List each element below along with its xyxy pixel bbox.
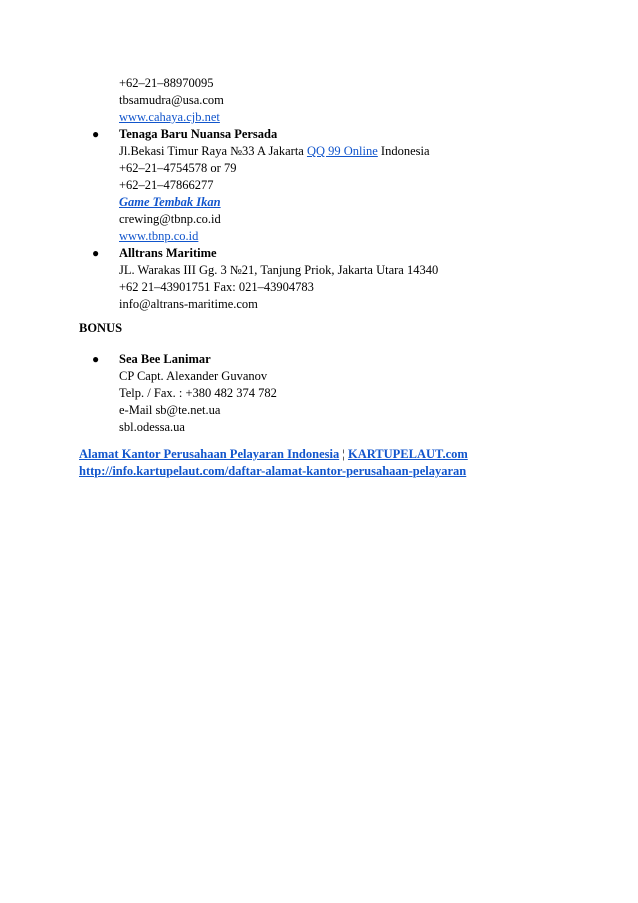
company-website-seabee: sbl.odessa.ua bbox=[119, 420, 185, 434]
bonus-heading: BONUS bbox=[79, 321, 123, 335]
prev-entry-website-text[interactable]: www.cahaya.cjb.net bbox=[119, 110, 220, 124]
footer-separator: ¦ bbox=[339, 447, 348, 461]
address-prefix: Jl.Bekasi Timur Raya №33 A Jakarta bbox=[119, 144, 307, 158]
footer-site-link[interactable]: KARTUPELAUT.com bbox=[347, 447, 468, 461]
company-address-tbnp bbox=[119, 143, 430, 159]
prev-entry-website-link[interactable] bbox=[119, 109, 220, 125]
prev-entry-phone: +62–21–88970095 bbox=[119, 76, 214, 90]
company-phone-seabee: Telp. / Fax. : +380 482 374 782 bbox=[119, 386, 277, 400]
company-contact-seabee: CP Capt. Alexander Guvanov bbox=[119, 369, 268, 383]
company-name-seabee: Sea Bee Lanimar bbox=[119, 352, 211, 366]
company-phone1-tbnp: +62–21–4754578 or 79 bbox=[119, 161, 237, 175]
footer-url-line[interactable] bbox=[79, 463, 466, 479]
company-website-tbnp-line[interactable] bbox=[119, 228, 198, 244]
footer-url-link[interactable]: http://info.kartupelaut.com/daftar-alamat-kantor-perusahaan-pelayaran bbox=[79, 464, 467, 478]
company-name-alltrans: Alltrans Maritime bbox=[119, 246, 217, 260]
address-inline-link[interactable]: QQ 99 Online bbox=[306, 144, 378, 158]
company-email-alltrans: info@altrans-maritime.com bbox=[119, 297, 258, 311]
promo-link-line[interactable] bbox=[119, 194, 221, 210]
footer-title-line bbox=[79, 446, 468, 462]
company-address-alltrans: JL. Warakas III Gg. 3 №21, Tanjung Priok, Jakarta Utara 14340 bbox=[119, 263, 439, 277]
company-email-seabee: e-Mail sb@te.net.ua bbox=[119, 403, 221, 417]
footer-title-link[interactable]: Alamat Kantor Perusahaan Pelayaran Indonesia bbox=[79, 447, 340, 461]
company-phone2-tbnp: +62–21–47866277 bbox=[119, 178, 214, 192]
address-suffix: Indonesia bbox=[377, 144, 430, 158]
bullet-dot-icon: ● bbox=[92, 127, 100, 141]
company-name-tbnp: Tenaga Baru Nuansa Persada bbox=[119, 127, 278, 141]
bullet-dot-icon: ● bbox=[92, 246, 100, 260]
bullet-dot-icon: ● bbox=[92, 352, 100, 366]
promo-link[interactable]: Game Tembak Ikan bbox=[119, 195, 221, 209]
prev-entry-email: tbsamudra@usa.com bbox=[119, 93, 224, 107]
company-email-tbnp: crewing@tbnp.co.id bbox=[119, 212, 221, 226]
company-phone-fax-alltrans: +62 21–43901751 Fax: 021–43904783 bbox=[119, 280, 314, 294]
company-website-tbnp[interactable]: www.tbnp.co.id bbox=[119, 229, 199, 243]
